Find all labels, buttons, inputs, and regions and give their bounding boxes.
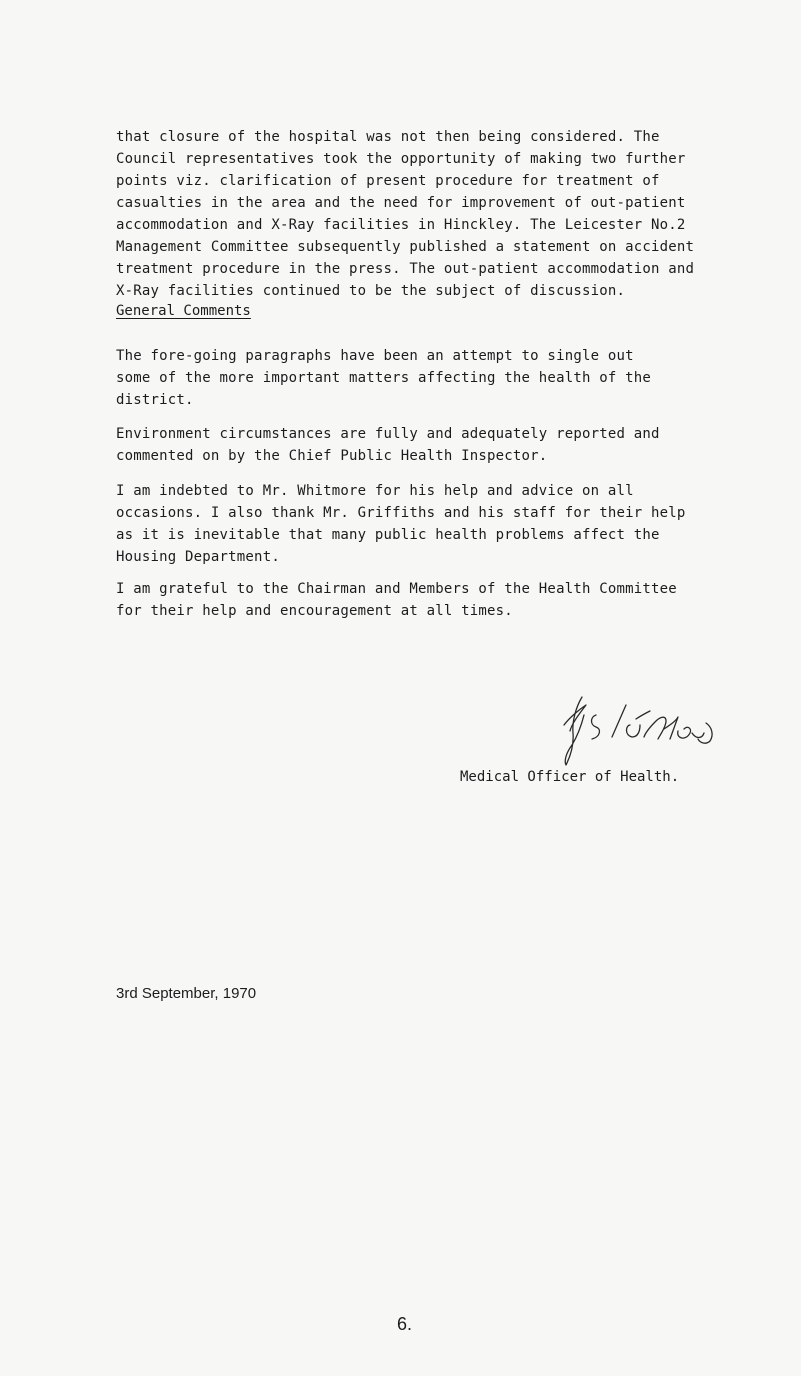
- paragraph-gratitude: I am grateful to the Chairman and Members of the Health Committee for their help and encouragement at all times.: [116, 581, 677, 619]
- signatory-title: Medical Officer of Health.: [460, 769, 680, 785]
- page-number: 6.: [397, 1314, 413, 1334]
- paragraph-acknowledgements: I am indebted to Mr. Whitmore for his help and advice on all occasions. I also thank Mr. Griffiths and his staff for their help as it is inevitable that many public health problems affect the Housing Department.: [116, 483, 686, 565]
- paragraph-environment: Environment circumstances are fully and adequately reported and commented on by the Chief Public Health Inspector.: [116, 426, 660, 464]
- document-date: 3rd September, 1970: [116, 985, 257, 1002]
- section-heading-general-comments: General Comments: [116, 303, 251, 319]
- handwritten-signature: [560, 695, 720, 767]
- paragraph-hospital-closure: that closure of the hospital was not then being considered. The Council representatives took the opportunity of making two further points viz. clarification of present procedure for treatment of casualties in the area and the need for improvement of out-patient accommodation and X-Ray facilities in Hinckley. The Leicester No.2 Management Committee subsequently published a statement on accident treatment procedure in the press. The out-patient accommodation and X-Ray facilities continued to be the subject of discussion.: [116, 129, 695, 299]
- paragraph-foregoing: The fore-going paragraphs have been an attempt to single out some of the more important matters affecting the health of the district.: [116, 348, 651, 408]
